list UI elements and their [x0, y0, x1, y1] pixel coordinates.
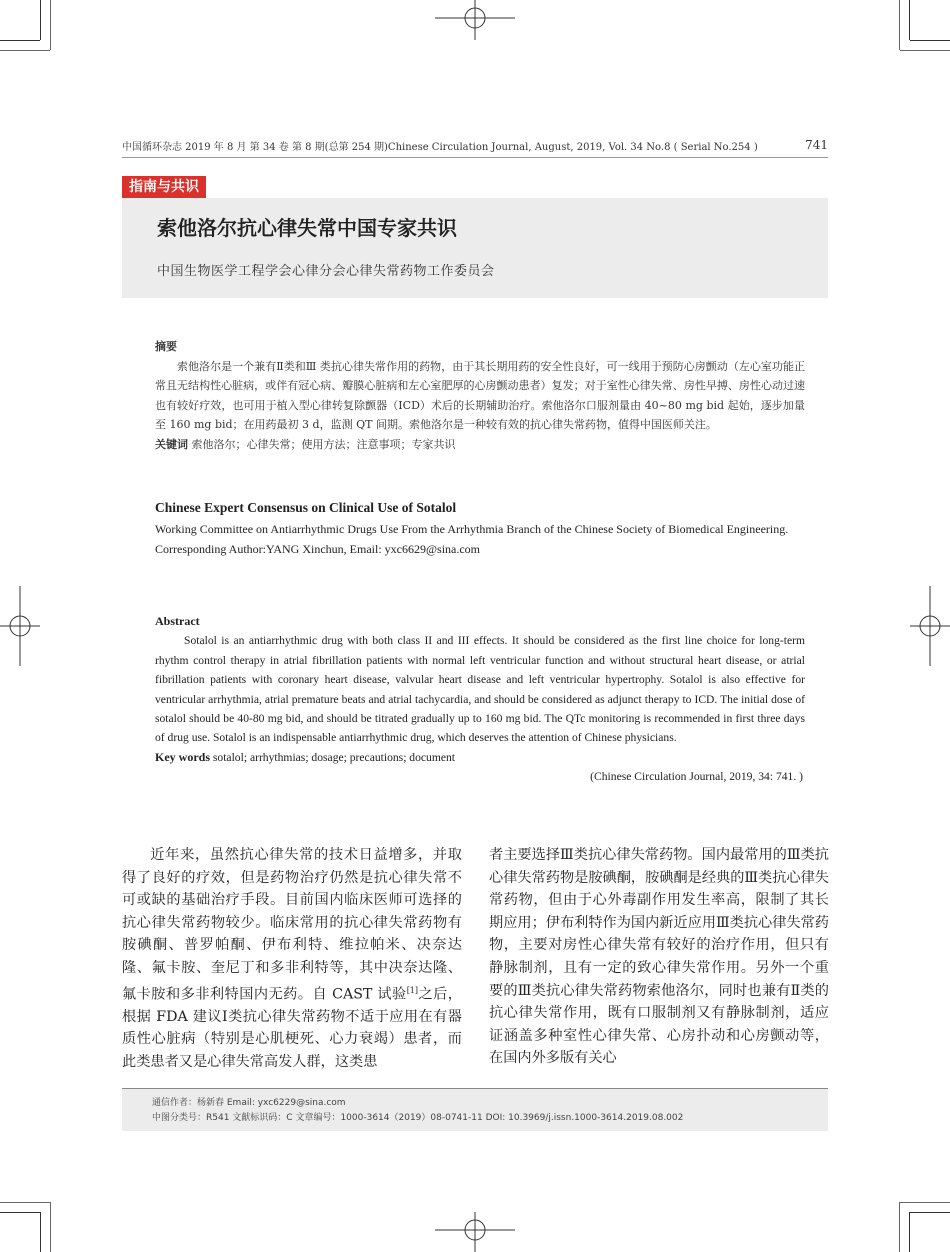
english-abstract-label: Abstract: [155, 614, 200, 628]
crop-mark: [0, 50, 50, 51]
footnote-box: [122, 1088, 828, 1131]
crop-mark: [0, 40, 40, 41]
body-text: 之后，根据 FDA 建议Ⅰ类抗心律失常药物不适于应用在有器质性心脏病（特别是心肌梗死、心力衰竭）患者，而此类患者又是心律失常高发人群，这类患: [122, 986, 462, 1071]
english-keywords-line: [155, 748, 805, 767]
title-block: [122, 198, 828, 298]
body-column-left: [122, 844, 462, 1074]
column-tag: 指南与共识: [122, 176, 206, 198]
abstract-text: 索他洛尔是一个兼有Ⅱ类和Ⅲ 类抗心律失常作用的药物，由于其长期用药的安全性良好，可一线用于预防心房颤动（左心室功能正常且无结构性心脏病，或伴有冠心病、瓣膜心脏病和左心室肥厚的心房颤动患者）复发；对于室性心律失常、房性早搏、房性心动过速也有较好疗效，也可用于植入型心律转复除颤器（ICD）术后的长期辅助治疗。索他洛尔口服剂量由 40~80 mg bid 起始，逐步加量至 160 mg bid；在用药最初 3 d，监测 QT 间期。索他洛尔是一种较有效的抗心律失常药物，值得中国医师关注。: [155, 359, 805, 432]
registration-mark-icon: [435, 1212, 515, 1252]
english-abstract-text: Sotalol is an antiarrhythmic drug with both class II and III effects. It should be considered as the first line choice for long-term rhythm control therapy in atrial fibrillation patients with normal left ventricular function and without structural heart disease, or atrial fibrillation patients with coronary heart disease, valvular heart disease and left ventricular hypertrophy. Sotalol is also effective for ventricular arrhythmia, atrial premature beats and atrial tachycardia, and should be considered as adjunct therapy to ICD. The initial dose of sotalol should be 40-80 mg bid, and should be titrated gradually up to 160 mg bid. The QTc monitoring is recommended in first three days of drug use. Sotalol is an indispensable antiarrhythmic drug, which deserves the attention of Chinese physicians.: [155, 634, 805, 745]
crop-mark: [909, 0, 910, 40]
crop-mark: [0, 1212, 40, 1213]
crop-mark: [40, 0, 41, 40]
author-group: 中国生物医学工程学会心律分会心律失常药物工作委员会: [157, 264, 495, 279]
english-keywords-label: Key words: [155, 749, 210, 764]
corresponding-author: Corresponding Author:YANG Xinchun, Email: yxc6629@sina.com: [155, 541, 481, 556]
english-header: [155, 500, 805, 559]
crop-mark: [910, 1212, 950, 1213]
classification-note: 中图分类号：R541 文献标识码：C 文章编号：1000-3614（2019）08-0741-11 DOI: 10.3969/j.issn.1000-3614.2019.08.002: [152, 1113, 684, 1123]
article-title: 索他洛尔抗心律失常中国专家共识: [157, 216, 457, 240]
keywords-line: [155, 435, 805, 455]
crop-mark: [900, 1202, 950, 1203]
crop-mark: [40, 1212, 41, 1252]
abstract-label: 摘要: [155, 340, 177, 353]
journal-citation: 中国循环杂志 2019 年 8 月 第 34 卷 第 8 期(总第 254 期)Chinese Circulation Journal, August, 2019, Vol. 34 No.8 ( Serial No.254 ): [122, 142, 758, 153]
english-authors: Working Committee on Antiarrhythmic Drugs Use From the Arrhythmia Branch of the Chinese Society of Biomedical Engineering.: [155, 522, 789, 536]
body-paragraph: 者主要选择Ⅲ类抗心律失常药物。国内最常用的Ⅲ类抗心律失常药物是胺碘酮，胺碘酮是经典的Ⅲ类抗心律失常药物，但由于心外毒副作用发生率高，限制了其长期应用；伊布利特作为国内新近应用Ⅲ类抗心律失常药物，主要对房性心律失常有较好的治疗作用，但只有静脉制剂，且有一定的致心律失常作用。另外一个重要的Ⅲ类抗心律失常药物索他洛尔，同时也兼有Ⅱ类的抗心律失常作用，既有口服制剂又有静脉制剂，适应证涵盖多种室性心律失常、心房扑动和心房颤动等，在国内外多版有关心: [489, 847, 829, 1067]
keywords-text: 索他洛尔；心律失常；使用方法；注意事项；专家共识: [191, 437, 456, 451]
chinese-abstract: [155, 337, 805, 455]
registration-mark-icon: [910, 586, 950, 666]
registration-mark-icon: [0, 586, 40, 666]
body-text: 近年来，虽然抗心律失常的技术日益增多，并取得了良好的疗效，但是药物治疗仍然是抗心律失常不可或缺的基础治疗手段。目前国内临床医师可选择的抗心律失常药物较少。临床常用的抗心律失常药物有胺碘酮、普罗帕酮、伊布利特、维拉帕米、决奈达隆、氟卡胺、奎尼丁和多非利特等，其中决奈达隆、氟卡胺和多非利特国内无药。自 CAST 试验: [122, 847, 462, 1003]
keywords-label: 关键词: [155, 437, 188, 451]
crop-mark: [910, 40, 950, 41]
crop-mark: [50, 0, 51, 50]
header-rule: [122, 157, 828, 158]
reference-marker[interactable]: [1]: [406, 985, 419, 995]
crop-mark: [50, 1202, 51, 1252]
crop-mark: [899, 1202, 900, 1252]
body-paragraph: [122, 844, 462, 1074]
page-number: 741: [805, 138, 828, 152]
crop-mark: [899, 0, 900, 50]
english-citation: (Chinese Circulation Journal, 2019, 34: 741. ): [590, 770, 803, 784]
running-head: [122, 138, 828, 153]
english-abstract: [155, 612, 805, 787]
english-title: Chinese Expert Consensus on Clinical Use of Sotalol: [155, 500, 457, 515]
crop-mark: [900, 50, 950, 51]
crop-mark: [909, 1212, 910, 1252]
correspondence-note: 通信作者：杨新春 Email: yxc6229@sina.com: [152, 1098, 346, 1108]
registration-mark-icon: [435, 0, 515, 40]
body-column-right: [489, 844, 829, 1070]
english-keywords-text: sotalol; arrhythmias; dosage; precautions; document: [212, 750, 456, 764]
crop-mark: [0, 1202, 50, 1203]
